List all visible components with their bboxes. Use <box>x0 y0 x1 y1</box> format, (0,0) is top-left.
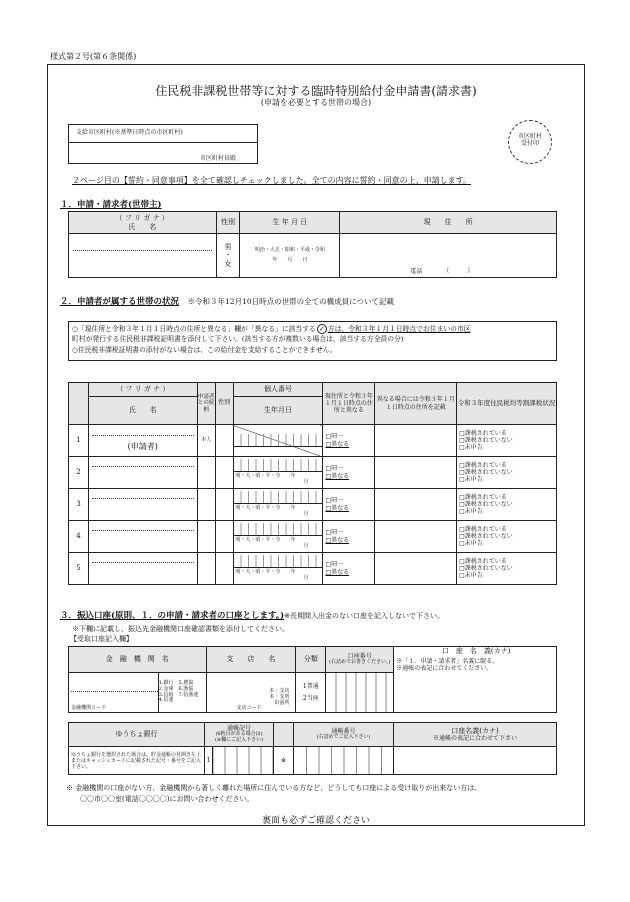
account-type-field[interactable]: 1普通 2当座 <box>296 673 326 713</box>
member-relation-field[interactable] <box>197 489 215 521</box>
check-mark-icon: ✓ <box>317 324 327 334</box>
table-row: 3 明・大・昭・平・令 年 月 □同一 □異なる □課税されている □課税されていない □未申告 <box>69 489 557 521</box>
member-sex-field[interactable] <box>215 521 233 553</box>
member-name-field[interactable] <box>88 489 197 521</box>
footnote-2: 〇〇市〇〇室(電話〇〇〇〇)にお問い合わせください。 <box>80 795 254 803</box>
section3-bracket: 【受取口座記入欄】 <box>70 635 133 643</box>
passbook-number-field[interactable] <box>294 747 394 775</box>
member-name-field[interactable] <box>88 521 197 553</box>
back-notice: 裏面も必ずご確認ください <box>261 816 370 826</box>
member-sex-field[interactable] <box>215 457 233 489</box>
municipality-label: 支給市区町村(※基準日時点の市区町村) <box>76 129 183 136</box>
section3-heading: ３．振込口座(原則、１．の申請・請求者の口座とします。)※長期間入出金のない口座を記入しないで下さい。 <box>60 611 444 621</box>
applicant-sex-field[interactable]: 男 ・ 女 <box>216 234 240 278</box>
form-number: 様式第２号(第６条関係) <box>50 52 137 61</box>
section2-heading: ２．申請者が属する世帯の状況 ※令和３年12月10日時点の世帯の全ての構成員について記載 <box>60 297 394 307</box>
table-row: 2 明・大・昭・平・令 年 月 □同一 □異なる □課税されている □課税されていない □未申告 <box>69 457 557 489</box>
info-line-1: ○「現住所と令和３年１月１日時点の住所と異なる」欄が「異なる」に該当する <box>72 325 316 333</box>
passbook-sixth-digit-field[interactable]: ※ <box>274 747 294 775</box>
table-row: 5 明・大・昭・平・令 年 月 □同一 □異なる □課税されている □課税されていない □未申告 <box>69 553 557 585</box>
member-old-address-field[interactable] <box>375 425 457 457</box>
section1-heading: １．申請・請求者(世帯主) <box>60 200 162 210</box>
member-address-diff-field[interactable]: □同一 □異なる <box>323 457 375 489</box>
member-mynumber-field[interactable]: 明・大・昭・平・令 年 月 <box>233 521 323 553</box>
form-title: 住民税非課税世帯等に対する臨時特別給付金申請書(請求書) <box>155 84 477 98</box>
section3-instruction: ※下欄に記載し、振込先金融機関口座確認書類を添付してください。 <box>72 625 289 633</box>
member-tax-status-field[interactable]: □課税されている □課税されていない □未申告 <box>457 553 557 585</box>
member-address-diff-field[interactable]: □同一 □異なる <box>323 553 375 585</box>
pledge-line: ２ページ目の【誓約・同意事項】を全て確認しチェックしました。全ての内容に誓約・同意の上、申請します。 <box>72 176 471 185</box>
member-old-address-field[interactable] <box>375 489 457 521</box>
reception-stamp: 市区町村 受付印 <box>508 120 552 164</box>
info-line-3: ○住民税非課税証明書の添付がない場合は、この給付金を支給することができません。 <box>72 346 337 354</box>
table-row: 1 (申請者) 本人 □同一 □異なる □課税されている □課税されていない □未申告 <box>69 425 557 457</box>
member-mynumber-field[interactable]: 明・大・昭・平・令 年 月 <box>233 489 323 521</box>
member-sex-field[interactable] <box>215 489 233 521</box>
passbook-code-field[interactable] <box>213 747 274 775</box>
table-row: 4 明・大・昭・平・令 年 月 □同一 □異なる □課税されている □課税されていない □未申告 <box>69 521 557 553</box>
member-relation-field[interactable] <box>197 553 215 585</box>
member-sex-field[interactable] <box>215 425 233 457</box>
member-address-diff-field[interactable]: □同一 □異なる <box>323 489 375 521</box>
member-tax-status-field[interactable]: □課税されている □課税されていない □未申告 <box>457 425 557 457</box>
info-line-2: 町村が発行する住民税非課税証明書を添付して下さい。(該当する方が複数いる場合は、該当する方全員の分) <box>72 335 404 343</box>
member-old-address-field[interactable] <box>375 553 457 585</box>
yucho-table: ゆうちょ銀行 通帳記号 (6桁目がある場合は) (※欄にご記入下さい) 通帳番号 (右詰めでご記入下さい) 口座名義(カナ) ※通帳の表記に合わせて下さい ゆうちょ銀行を選択された場合は、貯金通帳の見開き左上またはキャッシュカードに記載された記号・番号をご記入下さい。 1 ※ <box>68 722 557 775</box>
member-name-field[interactable]: (申請者) <box>88 425 197 457</box>
branch-name-field[interactable]: 本・支店 本・支所 出張所 支店コード <box>206 673 296 713</box>
mayor-label: 市区町村長殿 <box>200 155 237 162</box>
member-relation-field[interactable] <box>197 457 215 489</box>
member-tax-status-field[interactable]: □課税されている □課税されていない □未申告 <box>457 457 557 489</box>
footnote-1: ※ 金融機関の口座がない方、金融機関から著しく離れた場所に住んでいる方など、どうしても口座による受け取りが出来ない方は、 <box>66 784 482 792</box>
member-mynumber-field[interactable] <box>233 425 323 457</box>
form-subtitle: (申請を必要とする世帯の場合) <box>260 98 372 107</box>
member-old-address-field[interactable] <box>375 457 457 489</box>
account-number-field[interactable] <box>326 673 394 713</box>
member-name-field[interactable] <box>88 553 197 585</box>
member-sex-field[interactable] <box>215 553 233 585</box>
household-table: （ フ リ ガ ナ ） 申請者との続柄 性別 個人番号 現住所と令和３年１月１日時点の住所と異なる 異なる場合には令和３年１月１日時点の住所を記載 令和３年度住民税均等割課税状況 氏 名 生年月日 1 (申請者) 本人 □同一 □異なる □課税されている □課税されていない □未申告 2 明・大・昭・平・令 年 月 □同一 □異なる □課税されている □課税されていない □未申告 3 明・大・昭・平・令 年 月 □同一 □異なる □課税されている □課税されていない □未申告 4 明・大・昭・平・令 年 月 □同一 □異なる □課税されている □課税されていない □未申告 5 明・大・昭・平・令 年 月 □同一 □異なる □課税されている □課税されていない □未申告 <box>68 382 557 585</box>
bank-name-field[interactable]: 金融機関コード <box>69 673 159 713</box>
applicant-table: （ フ リ ガ ナ ） 氏 名 性別 生 年 月 日 現 住 所 男 ・ 女 明治・大正・昭和・平成・令和 年 月 日 電話 （ ） <box>68 211 557 278</box>
member-old-address-field[interactable] <box>375 521 457 553</box>
member-address-diff-field[interactable]: □同一 □異なる <box>323 521 375 553</box>
member-name-field[interactable] <box>88 457 197 489</box>
yucho-holder-field[interactable] <box>394 747 557 775</box>
bank-table: 金 融 機 関 名 支 店 名 分類 口座番号 (右詰めでお書きください。) 口 座 名 義(カナ) ※「１．申請・請求者」名義に限る。 ※通帳の表記に合わせてください。 金融機関コード 1.銀行 5.農協 2.金庫 6.漁協 3.信組 7.信漁連 4.信連 本・支店 本・支所 出張所 支店コード 1普通 2当座 <box>68 646 557 713</box>
member-mynumber-field[interactable]: 明・大・昭・平・令 年 月 <box>233 457 323 489</box>
member-tax-status-field[interactable]: □課税されている □課税されていない □未申告 <box>457 489 557 521</box>
member-mynumber-field[interactable]: 明・大・昭・平・令 年 月 <box>233 553 323 585</box>
applicant-address-field[interactable]: 電話 （ ） <box>340 234 557 278</box>
applicant-dob-field[interactable]: 明治・大正・昭和・平成・令和 年 月 日 <box>240 234 340 278</box>
applicant-name-field[interactable] <box>69 234 217 278</box>
member-address-diff-field[interactable]: □同一 □異なる <box>323 425 375 457</box>
member-relation-field[interactable] <box>197 521 215 553</box>
member-tax-status-field[interactable]: □課税されている □課税されていない □未申告 <box>457 521 557 553</box>
